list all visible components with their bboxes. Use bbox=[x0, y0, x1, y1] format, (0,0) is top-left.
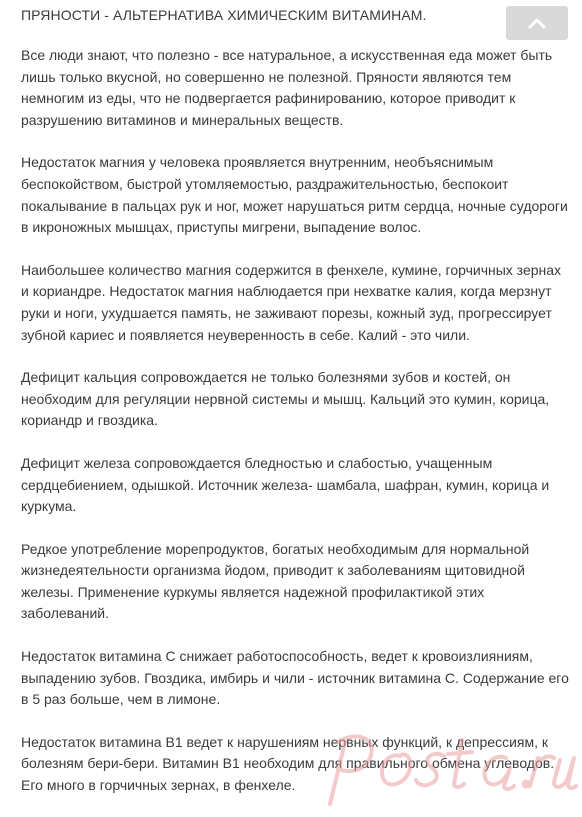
scroll-to-top-button[interactable] bbox=[506, 6, 568, 40]
article-paragraph-6: Редкое употребление морепродуктов, богатых необходимым для нормальной жизнедеятельности организма йодом, приводит к заболеваниям щитовидной железы. Применение куркумы является надежной профилактикой этих заболеваний. bbox=[21, 540, 530, 622]
article-paragraph-7: Недостаток витамина С снижает работоспособность, ведет к кровоизлияниям, выпадению зубов. Гвоздика, имбирь и чили - источник витамина С. Содержание его в 5 раз больше, чем в лимоне. bbox=[21, 648, 569, 708]
chevron-up-icon bbox=[528, 17, 546, 29]
article-paragraph-8: Недостаток витамина В1 ведет к нарушениям нервных функций, к депрессиям, к болезням бери-бери. Витамин В1 необходим для правильного обмена углеводов. Его много в горчичных зернах, в фенхеле. bbox=[21, 733, 555, 794]
article-paragraph-1: Все люди знают, что полезно - все натуральное, а искусственная еда может быть лишь только вкусной, но совершенно не полезной. Пряности являются тем немногим из еды, что не подвергается рафинированию, которое приводит к разрушению витаминов и минеральных веществ. bbox=[21, 47, 553, 128]
article-paragraph-4: Дефицит кальция сопровождается не только болезнями зубов и костей, он необходим для регуляции нервной системы и мышц. Кальций это кумин, корица, кориандр и гвоздика. bbox=[21, 369, 550, 429]
article bbox=[21, 0, 569, 797]
article-paragraph-3: Наибольшее количество магния содержится в фенхеле, кумине, горчичных зернах и кориандре. Недостаток магния наблюдается при нехватке калия, когда мерзнут руки и ноги, ухудшается память, не заживают порезы, кожный зуд, прогрессирует зубной кариес и появляется неуверенность в себе. Калий - это чили. bbox=[21, 261, 562, 343]
article-paragraph-5: Дефицит железа сопровождается бледностью и слабостью, учащенным сердцебиением, одышкой. Источник железа- шамбала, шафран, кумин, корица и куркума. bbox=[21, 454, 550, 515]
article-title: ПРЯНОСТИ - АЛЬТЕРНАТИВА ХИМИЧЕСКИМ ВИТАМИНАМ. bbox=[21, 7, 427, 23]
article-paragraph-2: Недостаток магния у человека проявляется внутренним, необъяснимым беспокойством, быстрой утомляемостью, раздражительностью, беспокоит покалывание в пальцах рук и ног, может нарушаться ритм сердца, ночные судороги в икроножных мышцах, приступы мигрени, выпадение волос. bbox=[21, 154, 568, 236]
